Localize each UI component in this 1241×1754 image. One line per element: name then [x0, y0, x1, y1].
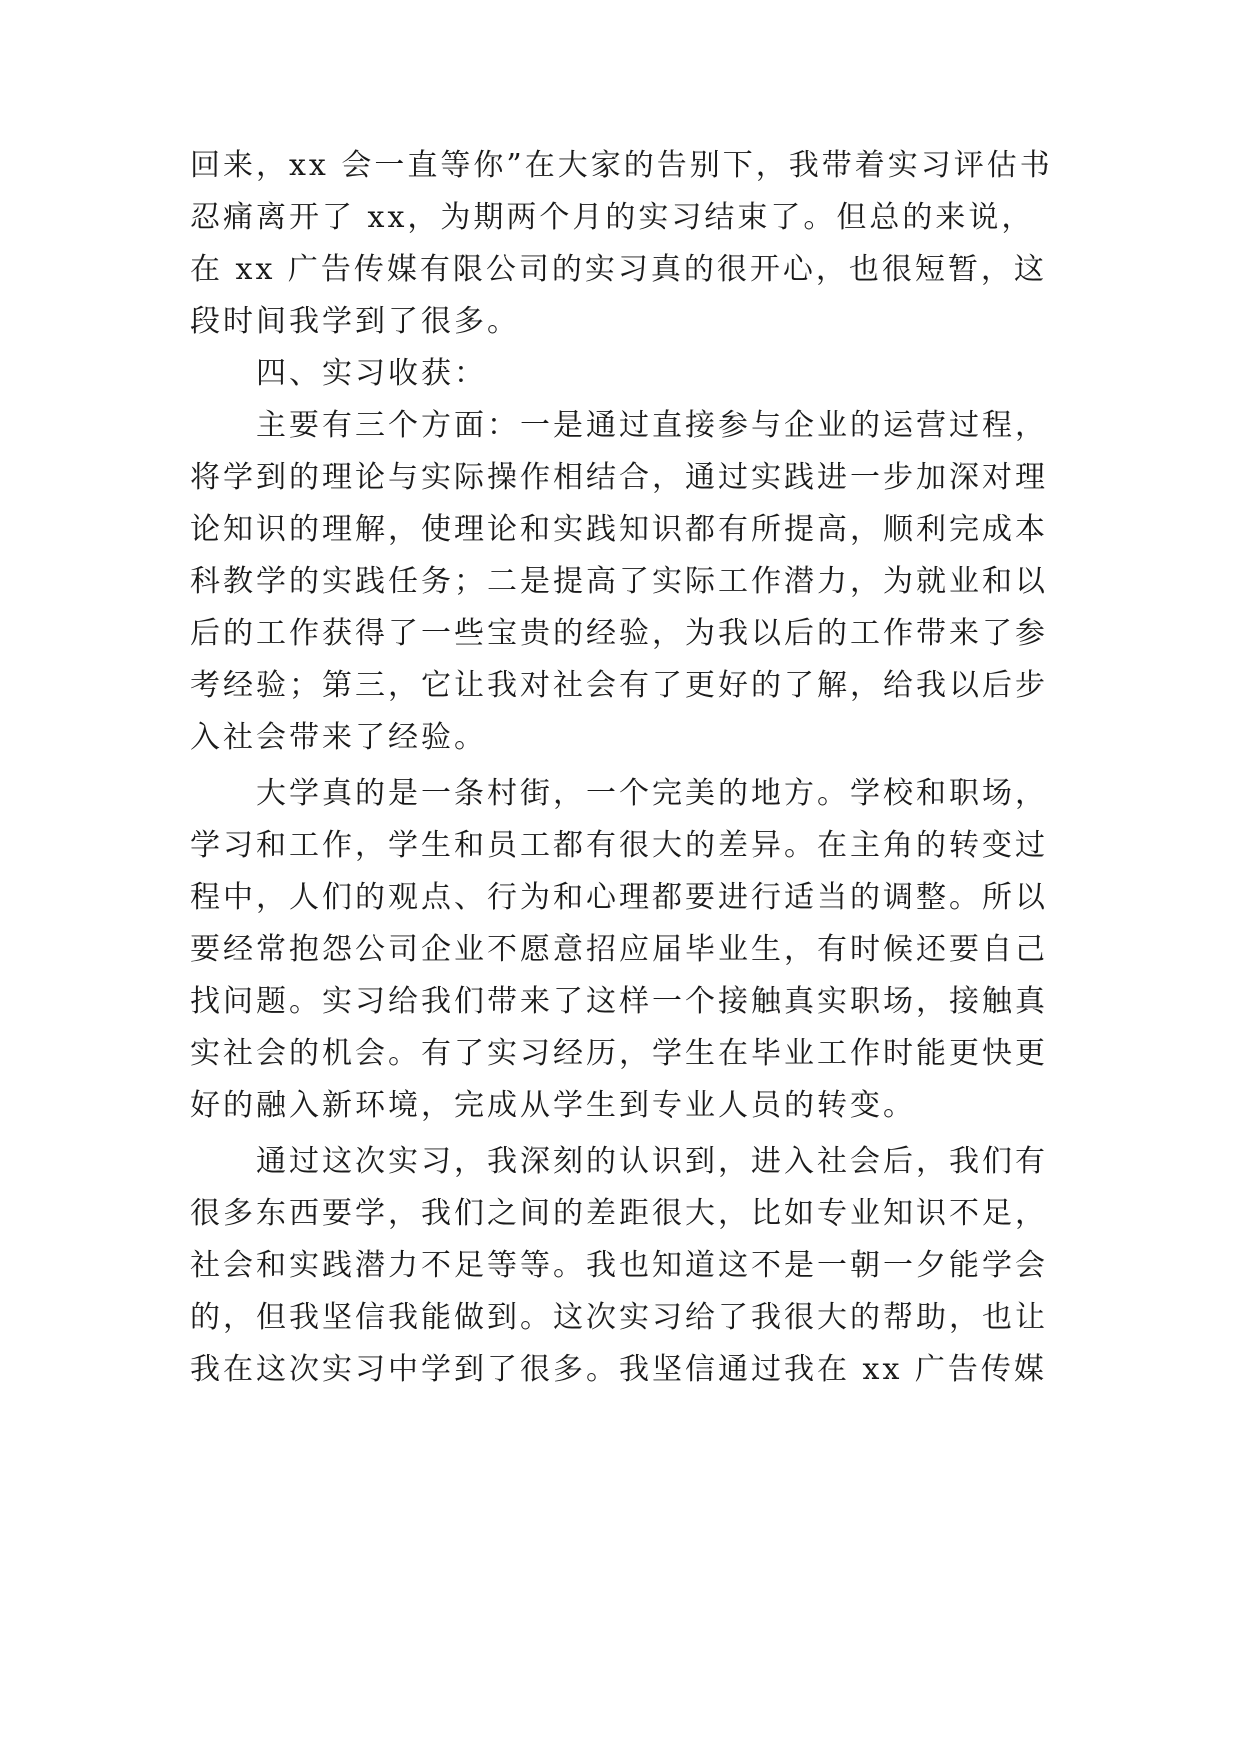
text-line: 考经验；第三，它让我对社会有了更好的了解，给我以后步: [190, 668, 1048, 703]
section-heading: 四、实习收获：: [256, 356, 487, 391]
text-line: 将学到的理论与实际操作相结合，通过实践进一步加深对理: [190, 460, 1048, 495]
text-line: 科教学的实践任务；二是提高了实际工作潜力，为就业和以: [190, 564, 1048, 599]
text-line: 主要有三个方面：一是通过直接参与企业的运营过程，: [256, 408, 1048, 443]
text-line: 要经常抱怨公司企业不愿意招应届毕业生，有时候还要自己: [190, 932, 1048, 967]
text-line: 学习和工作，学生和员工都有很大的差异。在主角的转变过: [190, 828, 1048, 863]
text-line: 社会和实践潜力不足等等。我也知道这不是一朝一夕能学会: [190, 1248, 1048, 1283]
text-line: 很多东西要学，我们之间的差距很大，比如专业知识不足，: [190, 1196, 1048, 1231]
text-line: 后的工作获得了一些宝贵的经验，为我以后的工作带来了参: [190, 616, 1048, 651]
text-line: 入社会带来了经验。: [190, 720, 487, 755]
text-line: 程中，人们的观点、行为和心理都要进行适当的调整。所以: [190, 880, 1048, 915]
text-line: 回来，xx 会一直等你”在大家的告别下，我带着实习评估书: [190, 148, 1053, 183]
text-line: 忍痛离开了 xx，为期两个月的实习结束了。但总的来说，: [190, 200, 1035, 235]
text-line: 在 xx 广告传媒有限公司的实习真的很开心，也很短暂，这: [190, 252, 1047, 287]
text-line: 通过这次实习，我深刻的认识到，进入社会后，我们有: [256, 1144, 1048, 1179]
text-line: 大学真的是一条村街，一个完美的地方。学校和职场，: [256, 776, 1048, 811]
text-line: 实社会的机会。有了实习经历，学生在毕业工作时能更快更: [190, 1036, 1048, 1071]
text-line: 的，但我坚信我能做到。这次实习给了我很大的帮助，也让: [190, 1300, 1048, 1335]
text-line: 找问题。实习给我们带来了这样一个接触真实职场，接触真: [190, 984, 1048, 1019]
text-line: 论知识的理解，使理论和实践知识都有所提高，顺利完成本: [190, 512, 1048, 547]
text-line: 我在这次实习中学到了很多。我坚信通过我在 xx 广告传媒: [190, 1352, 1047, 1387]
text-line: 好的融入新环境，完成从学生到专业人员的转变。: [190, 1088, 916, 1123]
text-line: 段时间我学到了很多。: [190, 304, 520, 339]
